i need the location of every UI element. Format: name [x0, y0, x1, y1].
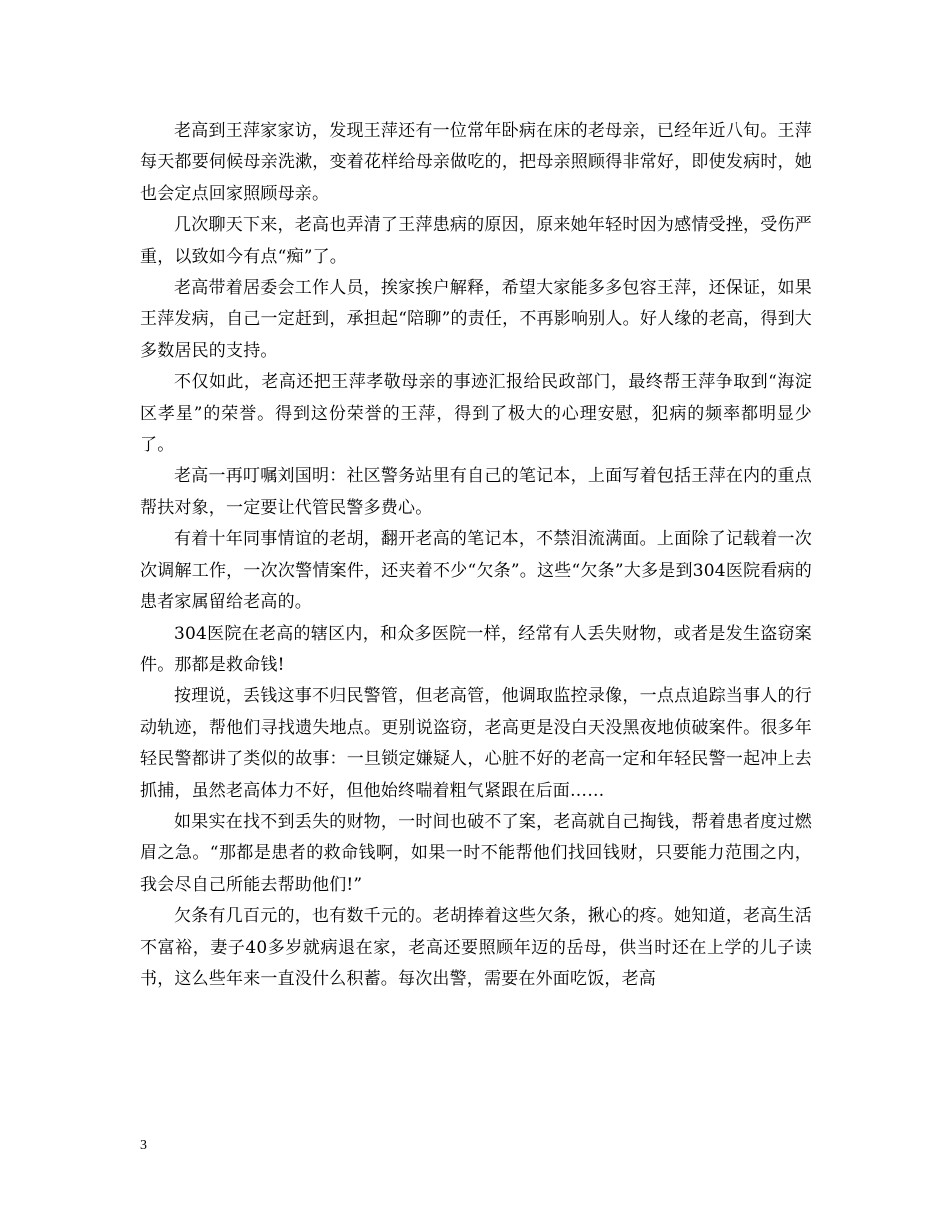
- paragraph: 老高带着居委会工作人员，挨家挨户解释，希望大家能多多包容王萍，还保证，如果王萍发病，自己一定赶到，承担起“陪聊”的责任，不再影响别人。好人缘的老高，得到大多数居民的支持。: [140, 278, 812, 361]
- paragraph: 有着十年同事情谊的老胡，翻开老高的笔记本，不禁泪流满面。上面除了记载着一次次调解工作，一次次警情案件，还夹着不少“欠条”。这些“欠条”大多是到304医院看病的患者家属留给老高的。: [140, 529, 812, 613]
- paragraph: 按理说，丢钱这事不归民警管，但老高管，他调取监控录像，一点点追踪当事人的行动轨迹，帮他们寻找遗失地点。更别说盗窃，老高更是没白天没黑夜地侦破案件。很多年轻民警都讲了类似的故事：一旦锁定嫌疑人，心脏不好的老高一定和年轻民警一起冲上去抓捕，虽然老高体力不好，但他始终喘着粗气紧跟在后面……: [140, 686, 812, 801]
- paragraph: 不仅如此，老高还把王萍孝敬母亲的事迹汇报给民政部门，最终帮王萍争取到“海淀区孝星”的荣誉。得到这份荣誉的王萍，得到了极大的心理安慰，犯病的频率都明显少了。: [140, 372, 812, 456]
- paragraph: 304医院在老高的辖区内，和众多医院一样，经常有人丢失财物，或者是发生盗窃案件。那都是救命钱!: [140, 623, 812, 675]
- paragraph: 欠条有几百元的，也有数千元的。老胡捧着这些欠条，揪心的疼。她知道，老高生活不富裕，妻子40多岁就病退在家，老高还要照顾年迈的岳母，供当时还在上学的儿子读书，这么些年来一直没什么积蓄。每次出警，需要在外面吃饭，老高: [140, 906, 812, 989]
- paragraph: 几次聊天下来，老高也弄清了王萍患病的原因，原来她年轻时因为感情受挫，受伤严重，以致如今有点“痴”了。: [140, 215, 812, 267]
- paragraph: 如果实在找不到丢失的财物，一时间也破不了案，老高就自己掏钱，帮着患者度过燃眉之急。“那都是患者的救命钱啊，如果一时不能帮他们找回钱财，只要能力范围之内，我会尽自己所能去帮助他们!”: [140, 811, 812, 895]
- paragraph: 老高一再叮嘱刘国明：社区警务站里有自己的笔记本，上面写着包括王萍在内的重点帮扶对象，一定要让代管民警多费心。: [140, 466, 812, 518]
- article-body: [140, 116, 812, 995]
- paragraph: 老高到王萍家家访，发现王萍还有一位常年卧病在床的老母亲，已经年近八旬。王萍每天都要伺候母亲洗漱，变着花样给母亲做吃的，把母亲照顾得非常好，即使发病时，她也会定点回家照顾母亲。: [140, 121, 812, 204]
- page-number: 3: [140, 1138, 147, 1153]
